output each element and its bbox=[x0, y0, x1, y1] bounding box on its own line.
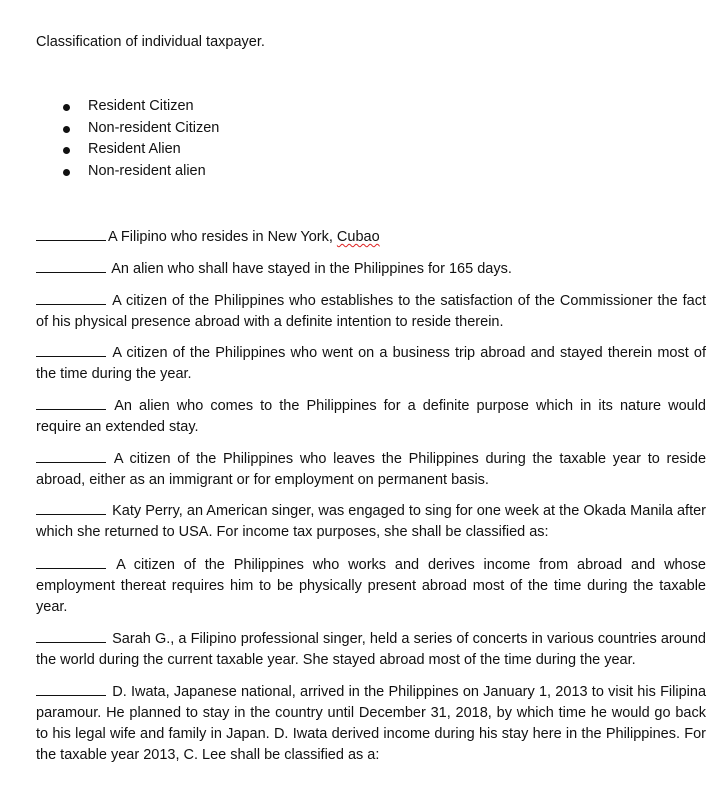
answer-blank[interactable] bbox=[36, 395, 106, 410]
answer-blank[interactable] bbox=[36, 681, 106, 696]
question-1 bbox=[36, 226, 706, 248]
document-heading: Classification of individual taxpayer. bbox=[36, 34, 265, 50]
answer-blank[interactable] bbox=[36, 554, 106, 569]
answer-blank[interactable] bbox=[36, 448, 106, 463]
answer-blank[interactable] bbox=[36, 342, 106, 357]
answer-blank[interactable] bbox=[36, 290, 106, 305]
classification-item: Resident Citizen bbox=[36, 96, 219, 118]
answer-blank[interactable] bbox=[36, 628, 106, 643]
question-text: A Filipino who resides in New York, bbox=[108, 229, 337, 245]
question-text: A citizen of the Philippines who leaves the Philippines during the taxable year to reside abroad, either as an immigrant or for employment on permanent basis. bbox=[36, 451, 707, 488]
question-5 bbox=[36, 395, 706, 438]
spellcheck-word: Cubao bbox=[336, 229, 380, 245]
answer-blank[interactable] bbox=[36, 226, 106, 241]
classification-item: Non-resident Citizen bbox=[36, 118, 219, 140]
question-text: A citizen of the Philippines who went on a business trip abroad and stayed therein most of the time during the year. bbox=[36, 345, 707, 382]
question-7 bbox=[36, 500, 706, 543]
question-text: An alien who comes to the Philippines for a definite purpose which in its nature would require an extended stay. bbox=[36, 398, 706, 435]
question-text: Sarah G., a Filipino professional singer, held a series of concerts in various countries around the world during the current taxable year. She stayed abroad most of the time during the year. bbox=[36, 631, 706, 668]
answer-blank[interactable] bbox=[36, 258, 106, 273]
question-text: An alien who shall have stayed in the Philippines for 165 days. bbox=[111, 261, 512, 277]
classification-list bbox=[36, 96, 219, 183]
question-10 bbox=[36, 681, 706, 766]
question-8 bbox=[36, 554, 706, 618]
question-text: A citizen of the Philippines who establishes to the satisfaction of the Commissioner the fact of his physical presence abroad with a definite intention to reside therein. bbox=[36, 293, 706, 330]
question-3 bbox=[36, 290, 706, 333]
classification-item: Resident Alien bbox=[36, 139, 219, 161]
question-text: A citizen of the Philippines who works and derives income from abroad and whose employment thereat requires him to be physically present abroad most of the time during the taxable year. bbox=[36, 557, 706, 615]
question-2 bbox=[36, 258, 706, 280]
classification-item: Non-resident alien bbox=[36, 161, 219, 183]
question-6 bbox=[36, 448, 706, 491]
question-text: Katy Perry, an American singer, was engaged to sing for one week at the Okada Manila after which she returned to USA. For income tax purposes, she shall be classified as: bbox=[36, 503, 706, 540]
answer-blank[interactable] bbox=[36, 500, 106, 515]
question-text: D. Iwata, Japanese national, arrived in the Philippines on January 1, 2013 to visit his Filipina paramour. He planned to stay in the country until December 31, 2018, by which time he would go back to his legal wife and family in Japan. D. Iwata derived income during his stay here in the Philippines. For the taxable year 2013, C. Lee shall be classified as a: bbox=[36, 684, 707, 763]
question-4 bbox=[36, 342, 706, 385]
question-9 bbox=[36, 628, 706, 671]
